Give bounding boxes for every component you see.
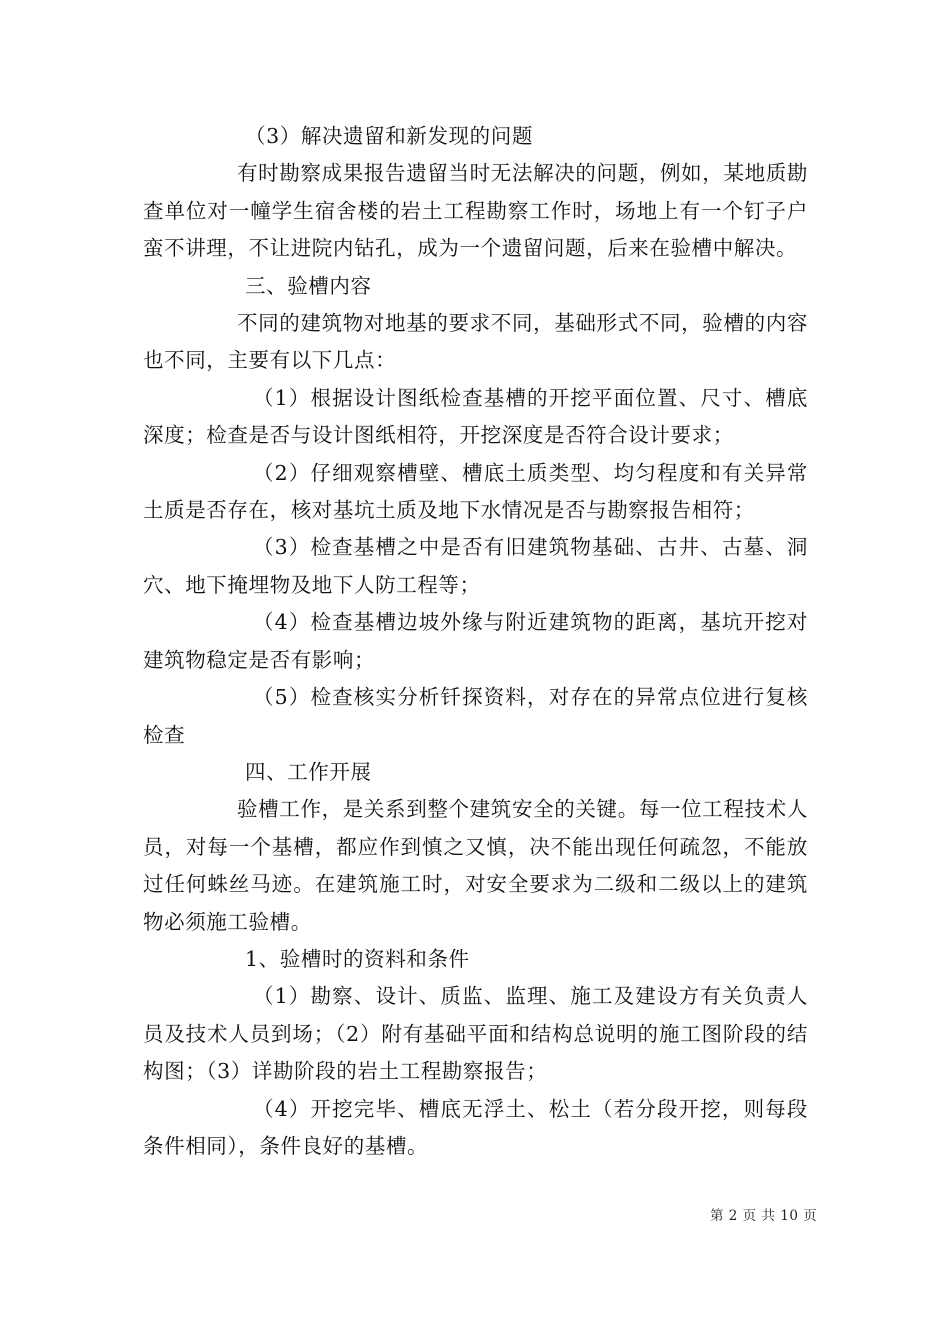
list-item-personnel-documents: （1）勘察、设计、质监、监理、施工及建设方有关负责人员及技术人员到场；（2）附有基础平面和结构总说明的施工图阶段的结构图；（3）详勘阶段的岩土工程勘察报告； [143,984,808,1084]
subsection-heading-materials-conditions: 1、验槽时的资料和条件 [245,946,470,971]
paragraph-work-importance: 验槽工作，是关系到整个建筑安全的关键。每一位工程技术人员，对每一个基槽，都应作到慎之又慎，决不能出现任何疏忽，不能放过任何蛛丝马迹。在建筑施工时，对安全要求为二级和二级以上的建筑物必须施工验槽。 [143,797,808,934]
list-item-excavation-complete: （4）开挖完毕、槽底无浮土、松土（若分段开挖，则每段条件相同），条件良好的基槽。 [143,1096,808,1158]
list-item-verify-probe-data: （5）检查核实分析钎探资料，对存在的异常点位进行复核检查 [143,685,808,747]
document-body [143,118,808,1165]
section-heading-inspection-content: 三、验槽内容 [245,273,372,298]
section-heading-work-execution: 四、工作开展 [245,759,372,784]
paragraph-inspection-intro: 不同的建筑物对地基的要求不同，基础形式不同，验槽的内容也不同，主要有以下几点： [143,311,808,373]
list-item-observe-soil: （2）仔细观察槽壁、槽底土质类型、均匀程度和有关异常土质是否存在，核对基坑土质及地下水情况是否与勘察报告相符； [143,460,808,523]
list-item-check-excavation: （1）根据设计图纸检查基槽的开挖平面位置、尺寸、槽底深度；检查是否与设计图纸相符，开挖深度是否符合设计要求； [143,385,808,448]
page-indicator: 第 2 页 共 10 页 [710,1208,818,1224]
subsection-heading-unresolved-issues: （3）解决遗留和新发现的问题 [245,124,533,148]
list-item-check-slope-distance: （4）检查基槽边坡外缘与附近建筑物的距离，基坑开挖对建筑物稳定是否有影响； [143,610,808,672]
paragraph-unresolved-issues-example: 有时勘察成果报告遗留当时无法解决的问题，例如，某地质勘查单位对一幢学生宿舍楼的岩土工程勘察工作时，场地上有一个钉子户蛮不讲理，不让进院内钻孔，成为一个遗留问题，后来在验槽中解决。 [143,161,808,261]
list-item-check-old-foundations: （3）检查基槽之中是否有旧建筑物基础、古井、古墓、洞穴、地下掩埋物及地下人防工程等； [143,535,808,597]
